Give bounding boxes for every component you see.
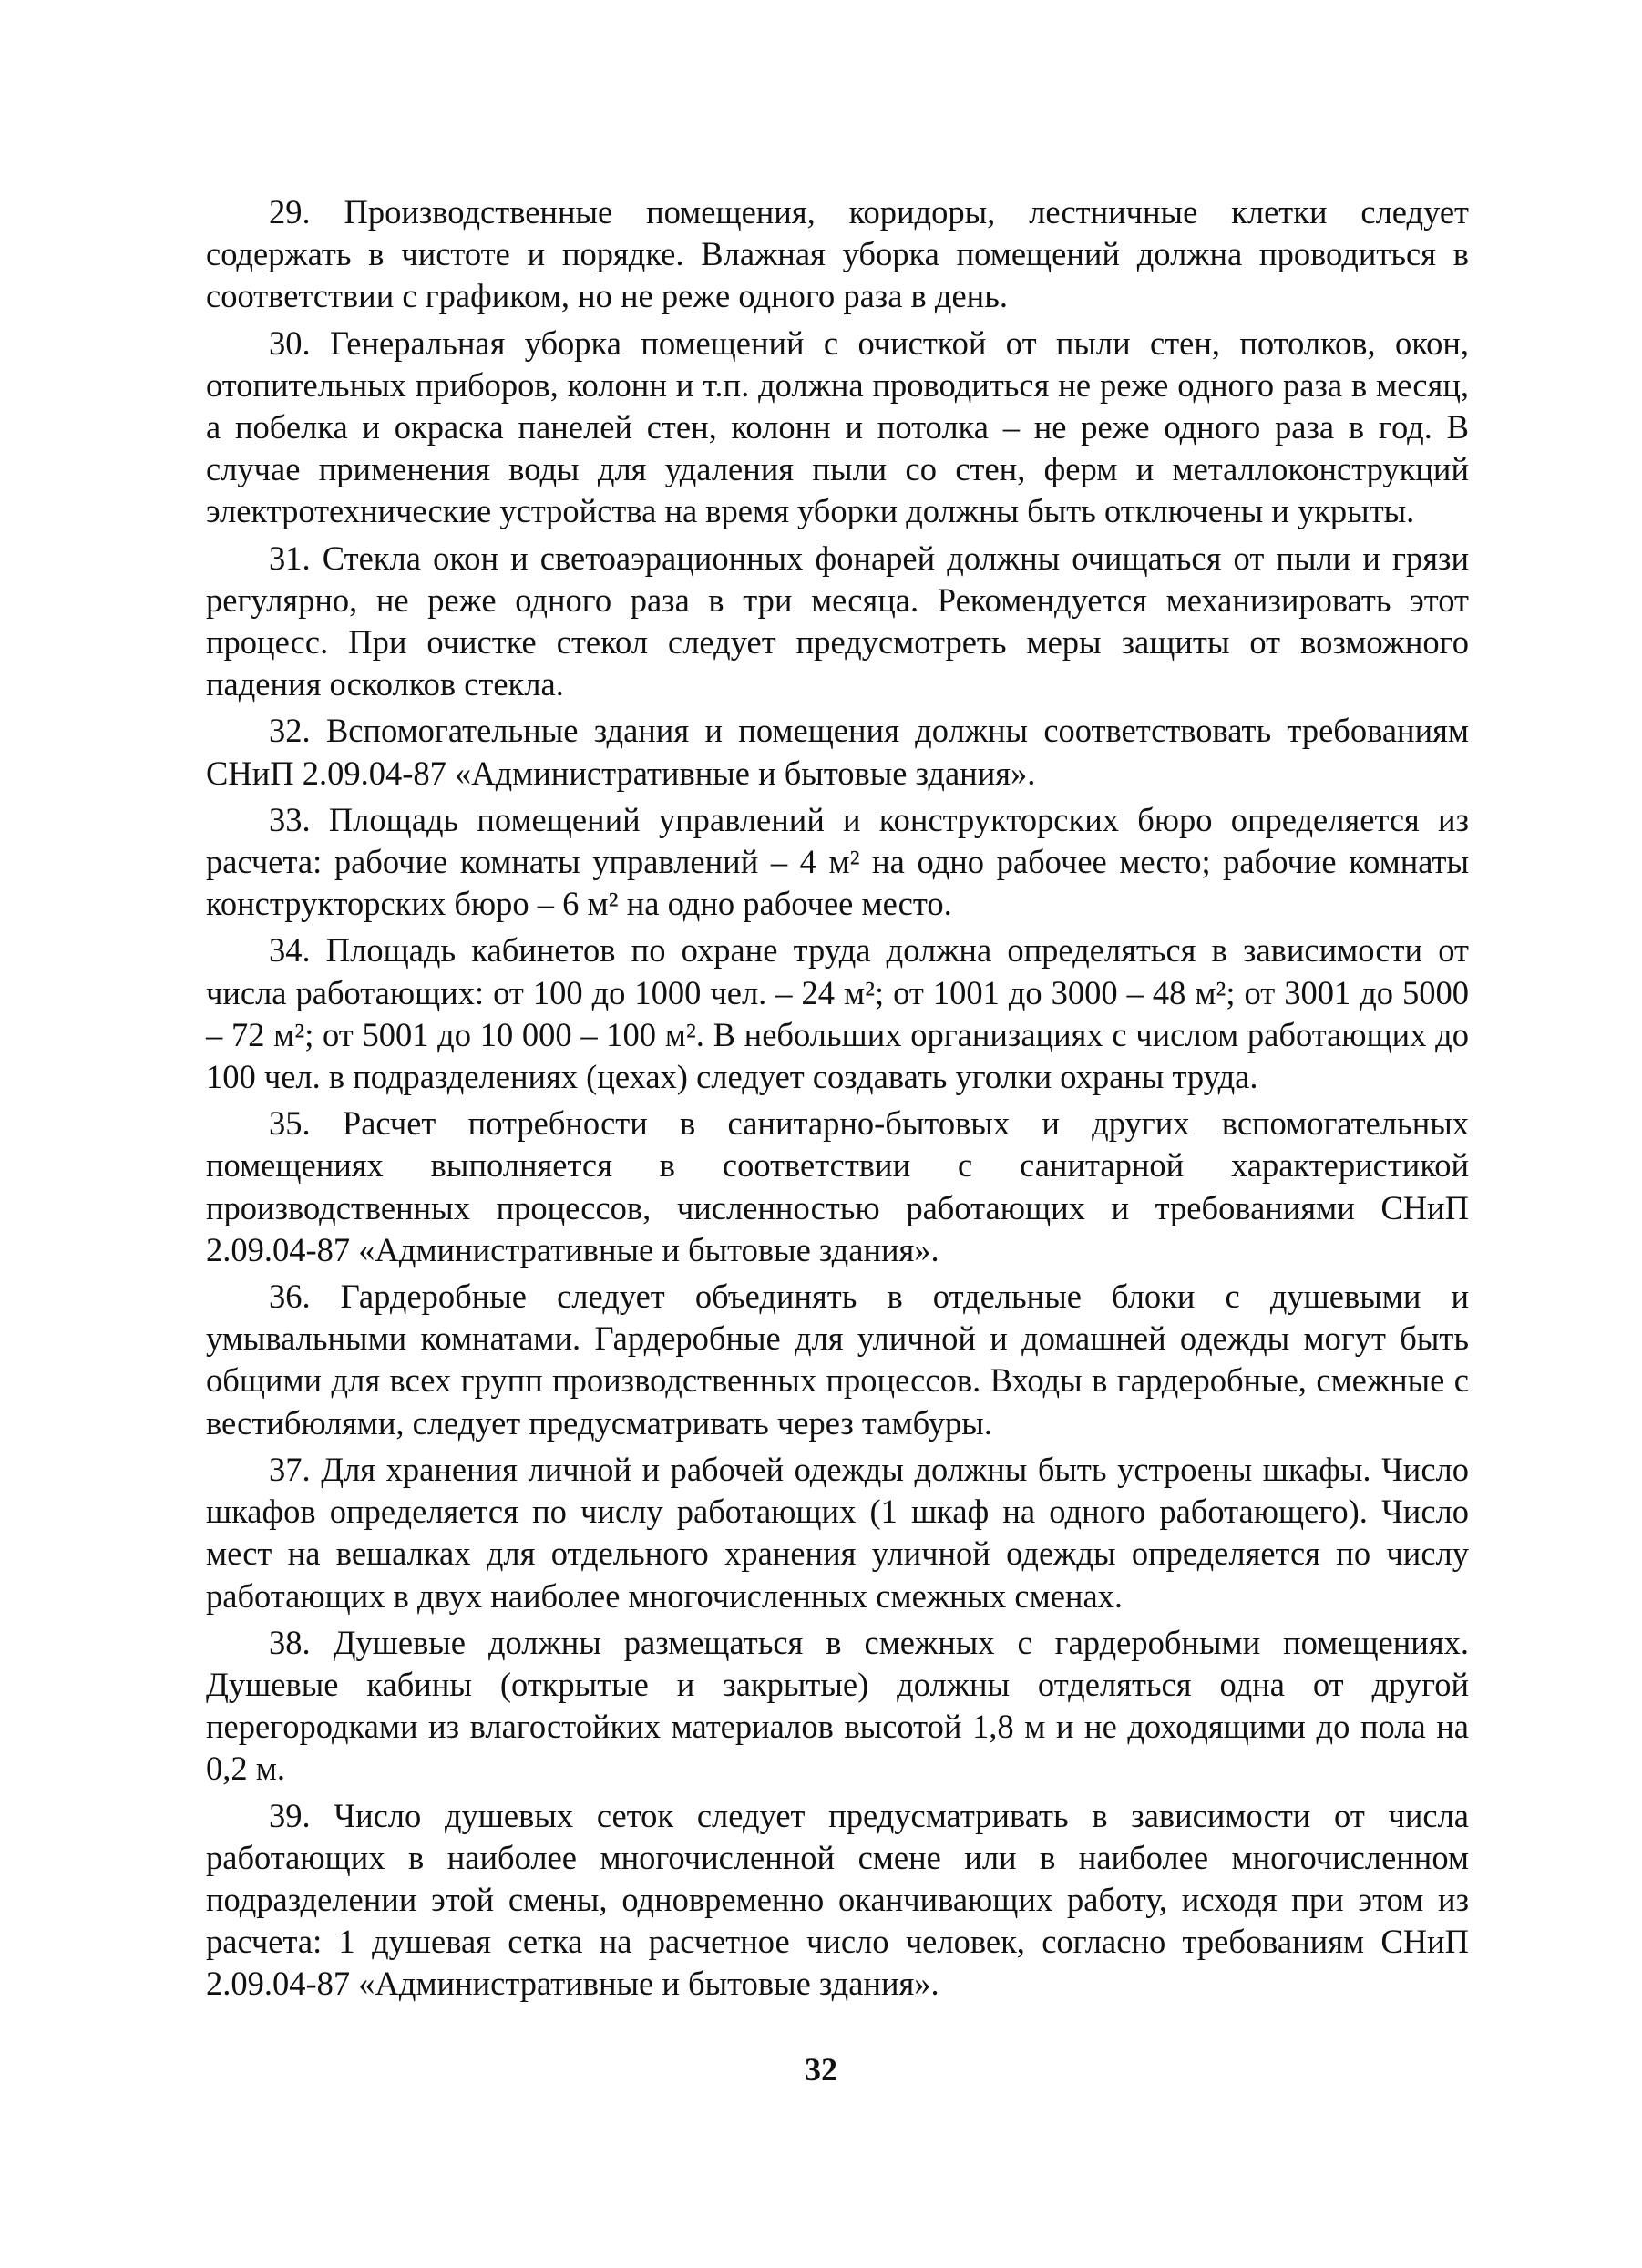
paragraph-30: 30. Генеральная уборка помещений с очисткой от пыли стен, потолков, окон, отопительных приборов, колонн и т.п. должна проводиться не реже одного раза в месяц, а побелка и окраска панелей стен, колонн и потолка – не реже одного раза в год. В случае применения воды для удаления пыли со стен, ферм и металлоконструкций электротехнические устройства на время уборки должны быть отключены и укрыты. <box>206 323 1469 530</box>
paragraph-37: 37. Для хранения личной и рабочей одежды должны быть устроены шкафы. Число шкафов определяется по числу работающих (1 шкаф на одного работающего). Число мест на вешалках для отдельного хранения уличной одежды определяется по числу работающих в двух наиболее многочисленных смежных сменах. <box>206 1450 1469 1615</box>
body-text <box>206 191 1469 2010</box>
paragraph-38: 38. Душевые должны размещаться в смежных с гардеробными помещениях. Душевые кабины (открытые и закрытые) должны отделяться одна от другой перегородками из влагостойких материалов высотой 1,8 м и не доходящими до пола на 0,2 м. <box>206 1623 1469 1788</box>
paragraph-29: 29. Производственные помещения, коридоры, лестничные клетки следует содержать в чистоте и порядке. Влажная уборка помещений должна проводиться в соответствии с графиком, но не реже одного раза в день. <box>206 193 1469 315</box>
paragraph-33: 33. Площадь помещений управлений и конструкторских бюро определяется из расчета: рабочие комнаты управлений – 4 м² на одно рабочее место; рабочие комнаты конструкторских бюро – 6 м² на одно рабочее место. <box>206 800 1469 923</box>
page-number: 32 <box>805 2051 837 2088</box>
paragraph-36: 36. Гардеробные следует объединять в отдельные блоки с душевыми и умывальными комнатами. Гардеробные для уличной и домашней одежды могут быть общими для всех групп производственных процессов. Входы в гардеробные, смежные с вестибюлями, следует предусматривать через тамбуры. <box>206 1278 1469 1442</box>
paragraph-34: 34. Площадь кабинетов по охране труда должна определяться в зависимости от числа работающих: от 100 до 1000 чел. – 24 м²; от 1001 до 3000 – 48 м²; от 3001 до 5000 – 72 м²; от 5001 до 10 000 – 100 м². В небольших организациях с числом работающих до 100 чел. в подразделениях (цехах) следует создавать уголки охраны труда. <box>206 931 1469 1096</box>
paragraph-31: 31. Стекла окон и светоаэрационных фонарей должны очищаться от пыли и грязи регулярно, не реже одного раза в три месяца. Рекомендуется механизировать этот процесс. При очистке стекол следует предусмотреть меры защиты от возможного падения осколков стекла. <box>206 539 1469 703</box>
paragraph-32: 32. Вспомогательные здания и помещения должны соответствовать требованиям СНиП 2.09.04-87 «Административные и бытовые здания». <box>206 712 1469 792</box>
paragraph-39: 39. Число душевых сеток следует предусматривать в зависимости от числа работающих в наиболее многочисленной смене или в наиболее многочисленном подразделении этой смены, одновременно оканчивающих работу, исходя при этом из расчета: 1 душевая сетка на расчетное число человек, согласно требованиям СНиП 2.09.04-87 «Административные и бытовые здания». <box>206 1796 1469 2003</box>
paragraph-35: 35. Расчет потребности в санитарно-бытовых и других вспомогательных помещениях выполняется в соответствии с санитарной характеристикой производственных процессов, численностью работающих и требованиями СНиП 2.09.04-87 «Административные и бытовые здания». <box>206 1104 1469 1268</box>
